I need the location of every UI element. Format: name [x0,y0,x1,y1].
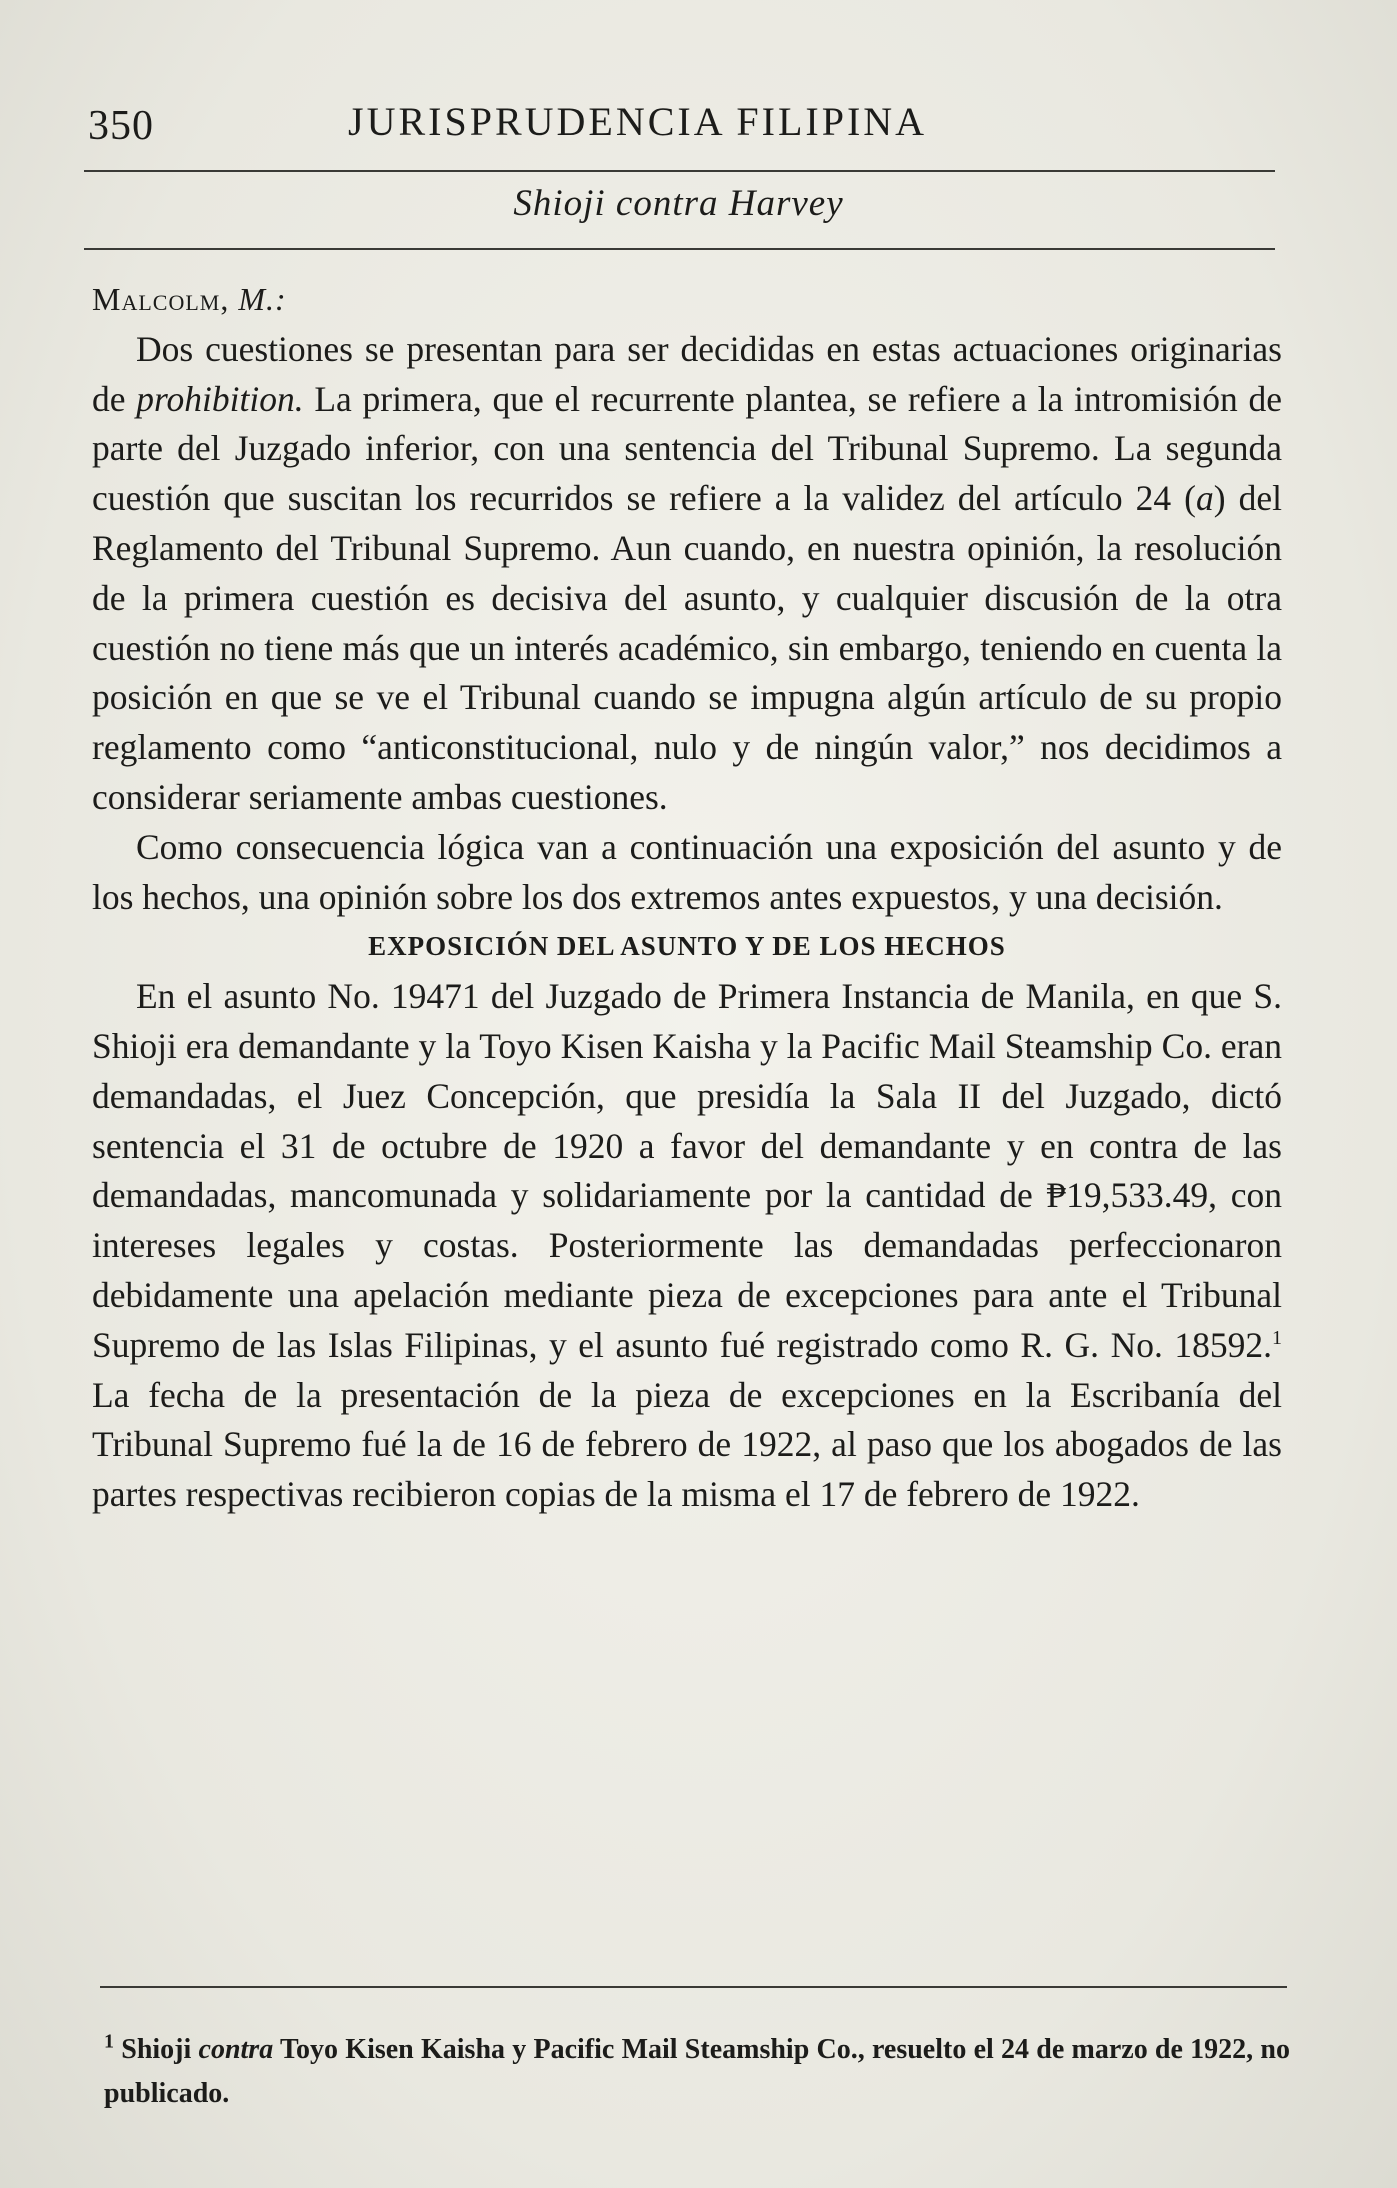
author-name: Malcolm, [92,281,230,317]
paragraph-1-text-c: ) del Reglamento del Tribunal Supremo. Aun cuando, en nuestra opinión, la resolución de la primera cuestión es decisiva del asunto, y cualquier discusión de la otra cuestión no tiene más que un interés académico, sin embargo, teniendo en cuenta la posición en que se ve el Tribunal cuando se impugna algún artículo de su propio reglamento como “anticonstitucional, nulo y de ningún valor,” nos decidimos a considerar seriamente ambas cuestiones. [92,478,1282,817]
opinion-author [92,275,1282,325]
paragraph-2: Como consecuencia lógica van a continuación una exposición del asunto y de los hechos, una opinión sobre los dos extremos antes expuestos, y una decisión. [92,826,1282,917]
footnote-text-a: Shioji [114,2034,199,2065]
footnote-emphasis: contra [198,2034,274,2065]
case-title: Shioji contra Harvey [513,183,844,224]
running-head [88,92,1277,152]
paragraph-1-emphasis: prohibition. [136,378,304,419]
opinion-body [92,275,1282,1520]
journal-title: JURISPRUDENCIA FILIPINA [348,99,928,144]
paragraph-1-text-a: Dos cuestiones se presentan para ser decididas en estas actuaciones originarias de [92,328,1282,419]
footnote-rule [100,1986,1287,1988]
footnote-text-b: Toyo Kisen Kaisha y Pacific Mail Steamship Co., resuelto el 24 de marzo de 1922, no publicado. [104,2034,1290,2109]
footnote [104,2028,1290,2116]
paragraph-1 [92,325,1282,823]
page-number: 350 [88,103,154,149]
section-heading: EXPOSICIÓN DEL ASUNTO Y DE LOS HECHOS [368,931,1006,962]
paragraph-1-text-b: La primera, que el recurrente plantea, se refiere a la intromisión de parte del Juzgado inferior, con una sentencia del Tribunal Supremo. La segunda cuestión que suscitan los recurridos se refiere a la validez del artículo 24 ( [92,378,1282,519]
footnote-marker: 1 [104,2030,114,2053]
paragraph-3-text-b: La fecha de la presentación de la pieza de excepciones en la Escribanía del Tribunal Supremo fué la de 16 de febrero de 1922, al paso que los abogados de las partes respectivas recibieron copias de la misma el 17 de febrero de 1922. [92,1374,1282,1515]
header-rule-top [84,170,1275,172]
author-role: M.: [238,281,287,317]
footnote-reference: 1 [1272,1326,1282,1349]
paragraph-3 [92,972,1282,1520]
header-rule-bottom [84,248,1275,250]
paragraph-1-emphasis-2: a [1196,478,1214,519]
paragraph-3-text-a: En el asunto No. 19471 del Juzgado de Primera Instancia de Manila, en que S. Shioji era demandante y la Toyo Kisen Kaisha y la Pacific Mail Steamship Co. eran demandadas, el Juez Concepción, que presidía la Sala II del Juzgado, dictó sentencia el 31 de octubre de 1920 a favor del demandante y en contra de las demandadas, mancomunada y solidariamente por la cantidad de ₱19,533.49, con intereses legales y costas. Posteriormente las demandadas perfeccionaron debidamente una apelación mediante pieza de excepciones para ante el Tribunal Supremo de las Islas Filipinas, y el asunto fué registrado como R. G. No. 18592. [92,976,1282,1365]
